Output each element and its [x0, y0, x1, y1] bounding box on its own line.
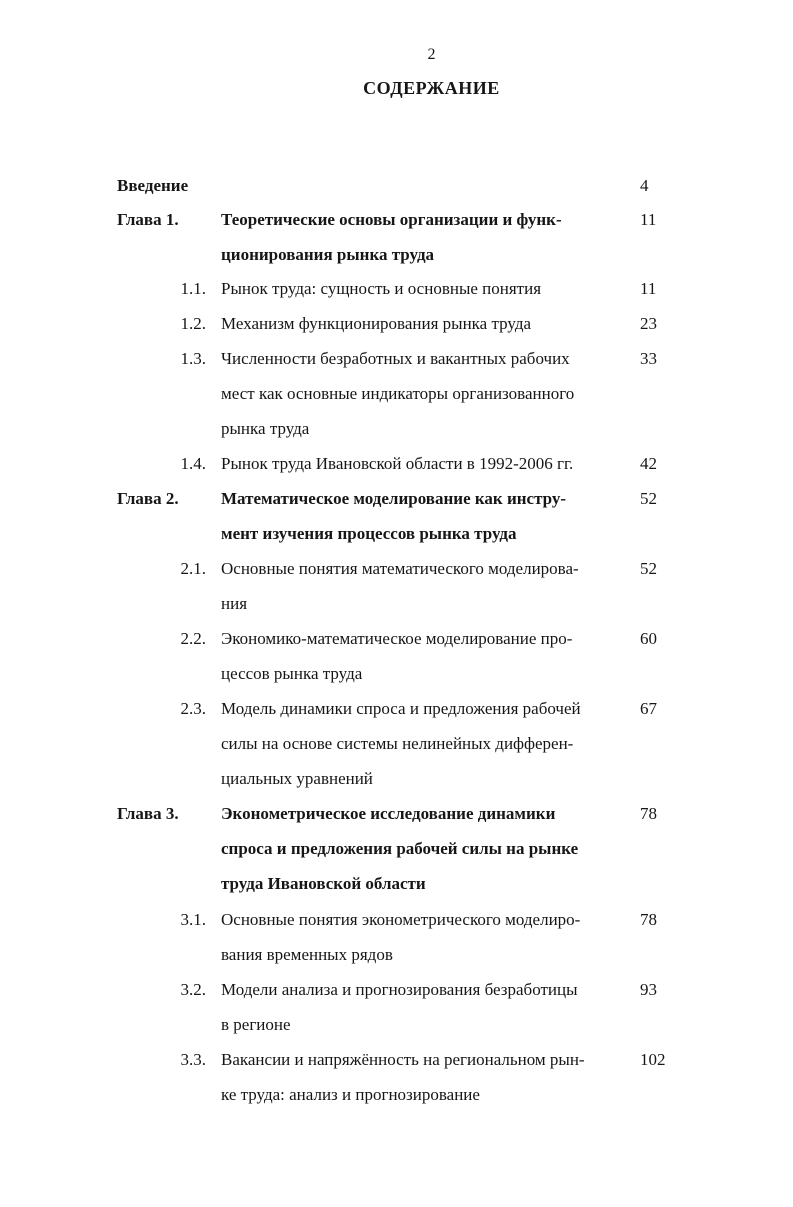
toc-label: Введение	[117, 176, 189, 195]
toc-page-number: 102	[640, 1050, 666, 1069]
page-title: СОДЕРЖАНИЕ	[363, 78, 500, 98]
toc-page-number: 23	[640, 314, 657, 333]
toc-page-number: 67	[640, 699, 657, 718]
toc-title: Основные понятия эконометрического моделиро- вания временных рядов	[221, 910, 581, 964]
toc-title: Механизм функционирования рынка труда	[221, 314, 532, 333]
toc-page-number: 52	[640, 489, 657, 508]
page-number: 2	[427, 46, 436, 63]
toc-title: Модель динамики спроса и предложения рабочей силы на основе системы нелинейных дифферен- циальных уравнений	[221, 699, 581, 788]
toc-title: Вакансии и напряжённость на региональном рын- ке труда: анализ и прогнозирование	[221, 1050, 585, 1104]
toc-label: Глава 1.	[117, 210, 179, 229]
toc-label: Глава 2.	[117, 489, 179, 508]
toc-page-number: 52	[640, 559, 657, 578]
toc-title: Рынок труда: сущность и основные понятия	[221, 279, 542, 298]
toc-section-number: 2.1.	[180, 559, 206, 578]
toc-title: Математическое моделирование как инстру- мент изучения процессов рынка труда	[221, 489, 567, 543]
toc-section-number: 1.1.	[180, 279, 206, 298]
toc-title: Теоретические основы организации и функ- ционирования рынка труда	[221, 210, 562, 264]
toc-section-number: 3.2.	[180, 980, 206, 999]
toc-title: Численности безработных и вакантных рабочих мест как основные индикаторы организованного рынка труда	[221, 349, 575, 438]
toc-title: Модели анализа и прогнозирования безработицы в регионе	[221, 980, 578, 1034]
toc-section-number: 1.4.	[180, 454, 206, 473]
toc-section-number: 2.2.	[180, 629, 206, 648]
toc-page-number: 11	[640, 210, 657, 229]
toc-section-number: 2.3.	[180, 699, 206, 718]
toc-page-number: 60	[640, 629, 657, 648]
toc-page-number: 78	[640, 910, 657, 929]
toc-page-number: 33	[640, 349, 657, 368]
toc-section-number: 1.3.	[180, 349, 206, 368]
toc-page-number: 42	[640, 454, 657, 473]
toc-label: Глава 3.	[117, 804, 179, 823]
toc-title: Эконометрическое исследование динамики спроса и предложения рабочей силы на рынке труда Ивановской области	[221, 804, 579, 893]
toc-page-number: 93	[640, 980, 657, 999]
toc-section-number: 3.3.	[180, 1050, 206, 1069]
toc-section-number: 1.2.	[180, 314, 206, 333]
toc-title: Экономико-математическое моделирование про- цессов рынка труда	[221, 629, 573, 683]
toc-title: Основные понятия математического моделирова- ния	[221, 559, 579, 613]
toc-page-number: 11	[640, 279, 657, 298]
toc-page-number: 4	[640, 176, 649, 195]
toc-section-number: 3.1.	[180, 910, 206, 929]
toc-title: Рынок труда Ивановской области в 1992-2006 гг.	[221, 454, 574, 473]
toc-page-number: 78	[640, 804, 657, 823]
